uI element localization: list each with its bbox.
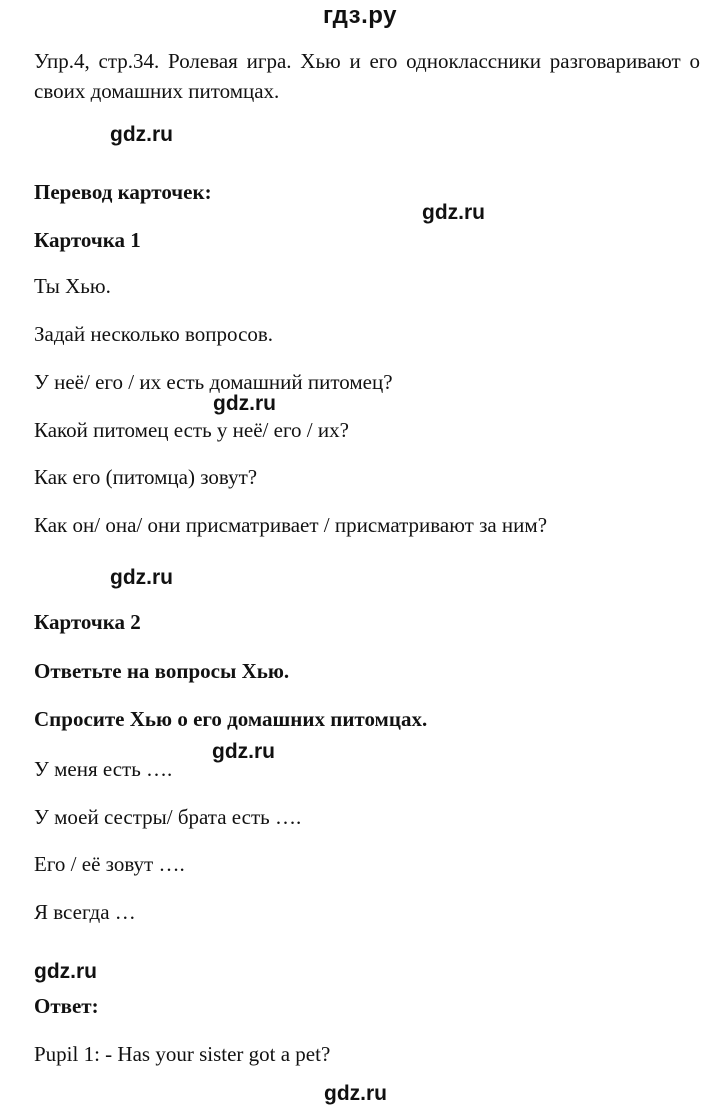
exercise-intro: Упр.4, стр.34. Ролевая игра. Хью и его одноклассники разговаривают о своих домашних питомцах. xyxy=(34,49,700,103)
card2-line: Его / её зовут …. xyxy=(34,852,185,876)
card2-line: У меня есть …. xyxy=(34,757,173,781)
translation-heading: Перевод карточек: xyxy=(34,180,212,204)
card2-instruction: Спросите Хью о его домашних питомцах. xyxy=(34,707,428,731)
card2-title: Карточка 2 xyxy=(34,610,141,634)
card1-line: У неё/ его / их есть домашний питомец? xyxy=(34,370,393,394)
card1-line: Задай несколько вопросов. xyxy=(34,322,274,346)
watermark: gdz.ru xyxy=(34,960,97,983)
watermark: gdz.ru xyxy=(213,392,276,415)
watermark: gdz.ru xyxy=(110,566,173,589)
answer-line: Pupil 1: - Has your sister got a pet? xyxy=(34,1042,331,1066)
card2-instruction: Ответьте на вопросы Хью. xyxy=(34,659,290,683)
watermark: gdz.ru xyxy=(212,740,275,763)
card1-line: Как его (питомца) зовут? xyxy=(34,465,258,489)
answer-heading: Ответ: xyxy=(34,994,99,1018)
watermark: gdz.ru xyxy=(324,1082,387,1105)
watermark: gdz.ru xyxy=(422,201,485,224)
watermark: gdz.ru xyxy=(110,123,173,146)
card1-line: Как он/ она/ они присматривает / присматривают за ним? xyxy=(34,513,548,537)
card1-line: Ты Хью. xyxy=(34,274,111,298)
card1-title: Карточка 1 xyxy=(34,228,141,252)
site-header: гдз.ру xyxy=(323,2,397,29)
card2-line: У моей сестры/ брата есть …. xyxy=(34,805,302,829)
card2-line: Я всегда … xyxy=(34,900,136,924)
card1-line: Какой питомец есть у неё/ его / их? xyxy=(34,418,349,442)
